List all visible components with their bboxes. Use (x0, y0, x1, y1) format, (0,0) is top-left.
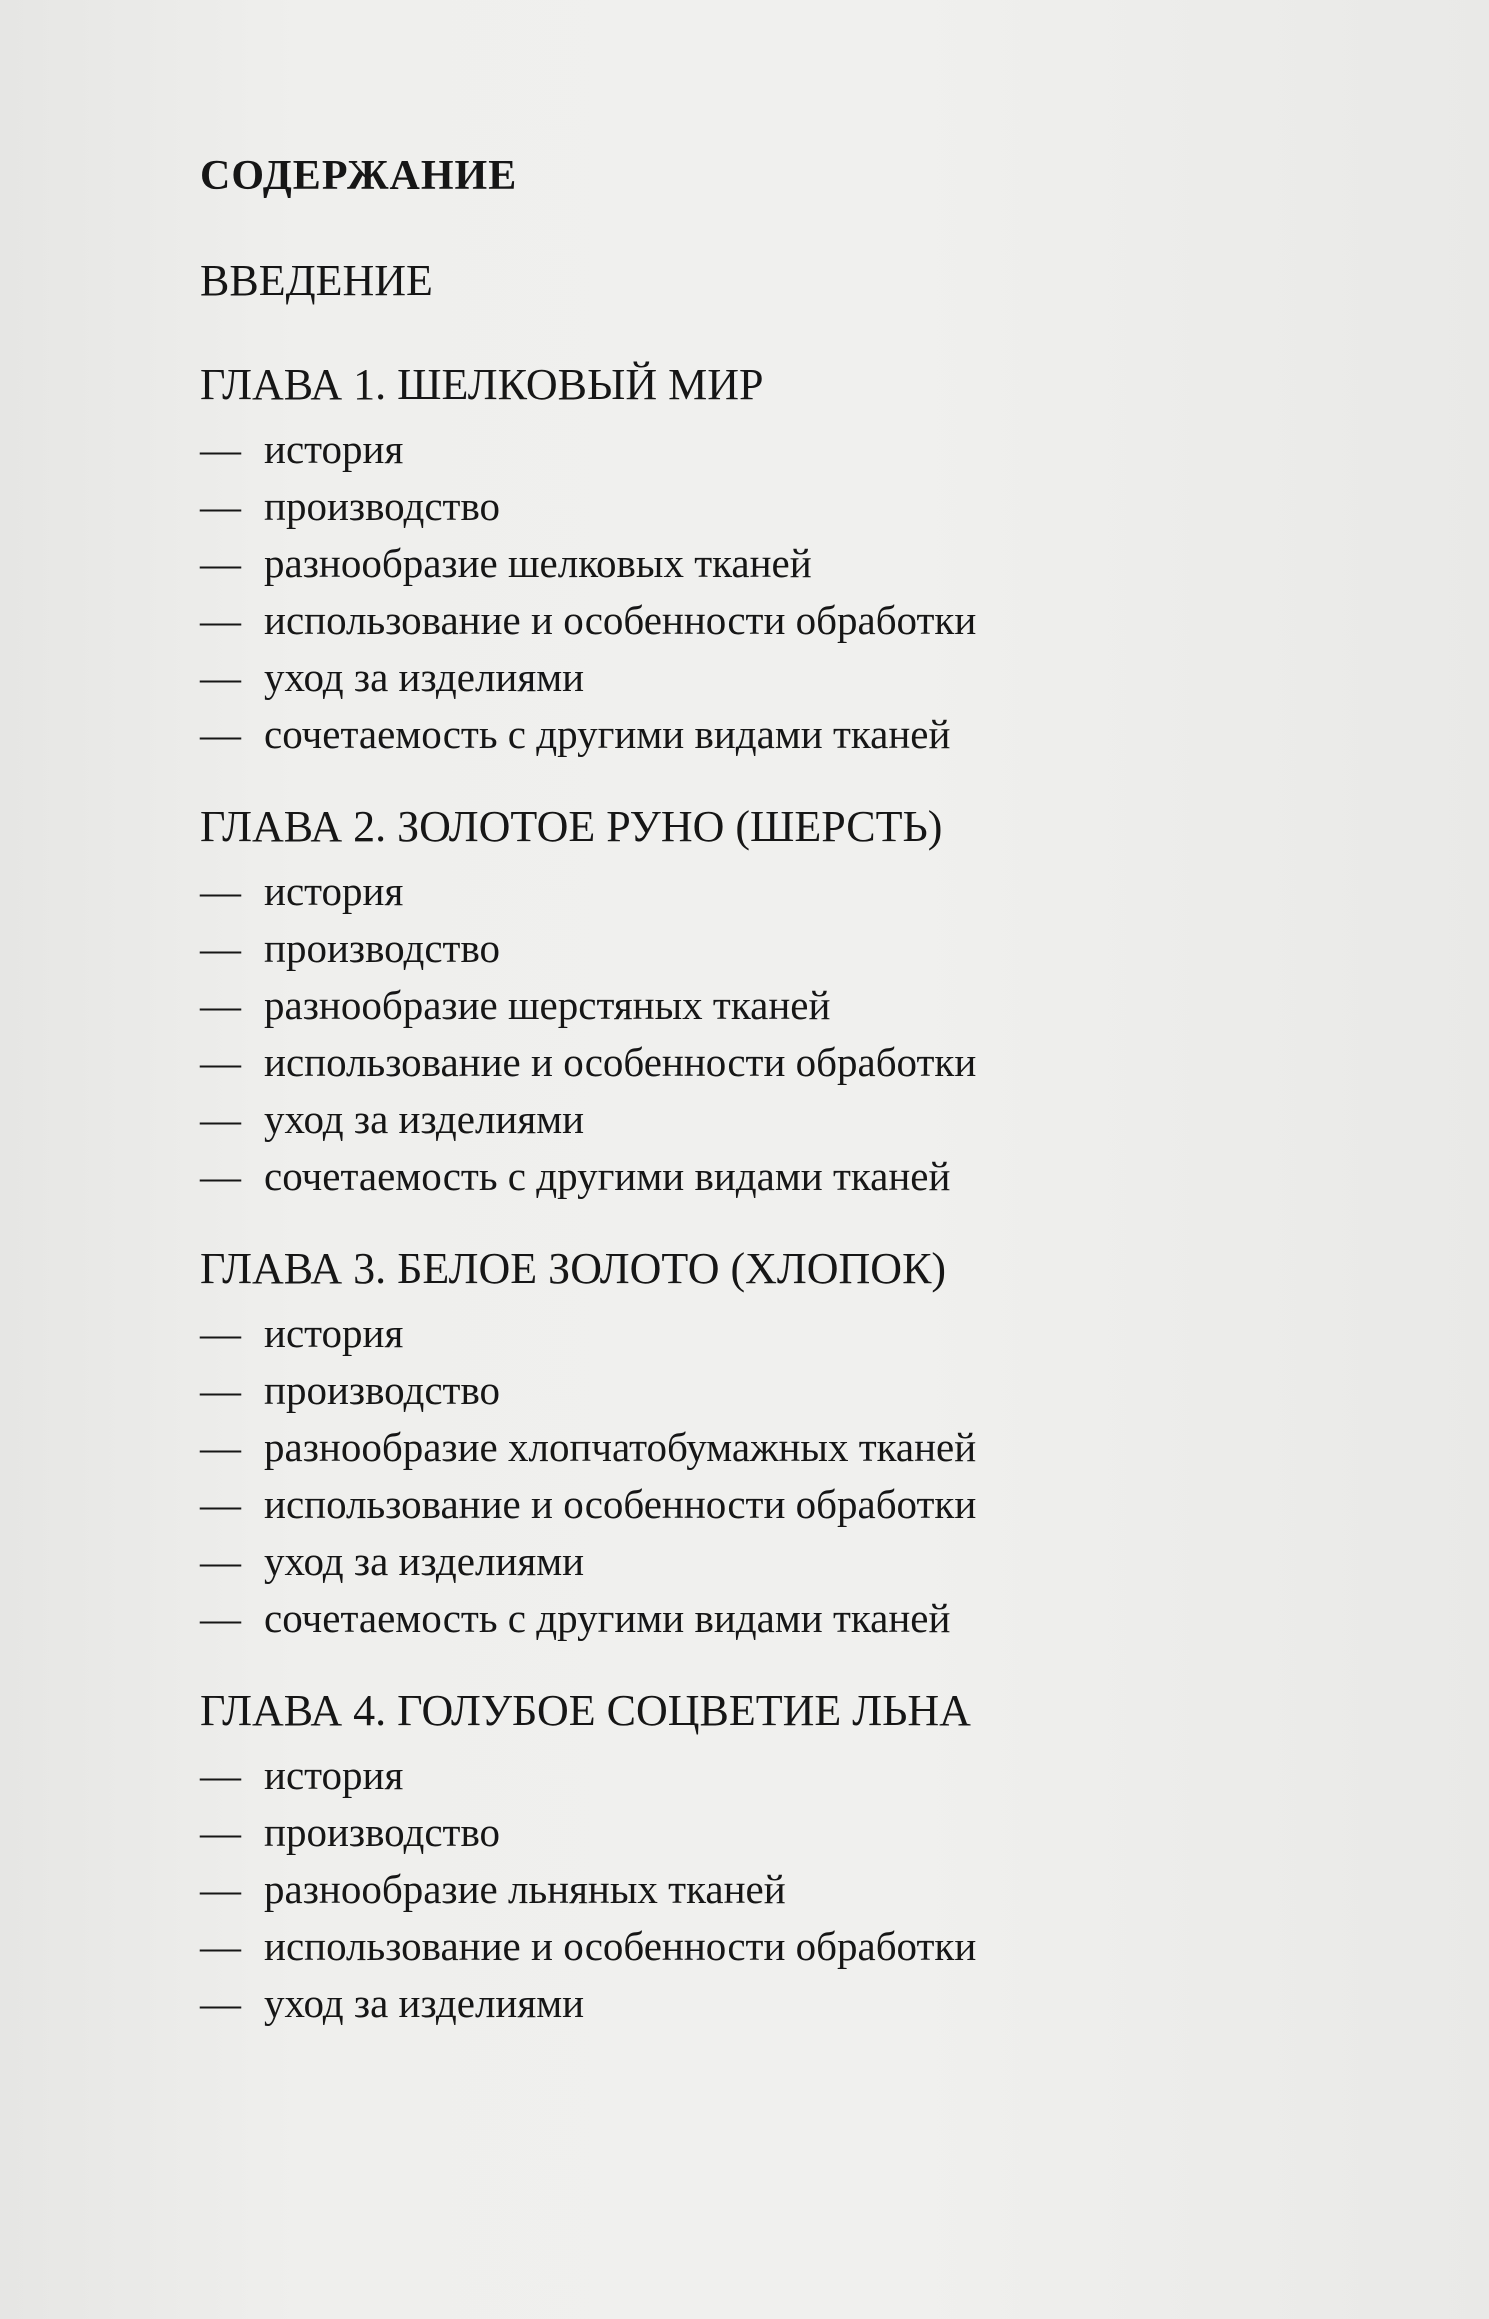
item-label: уход за изделиями (264, 1980, 585, 2026)
item-label: уход за изделиями (264, 1096, 585, 1142)
toc-item (200, 1034, 1300, 1091)
chapter-section (200, 1686, 1300, 2032)
chapter-section (200, 802, 1300, 1205)
toc-item (200, 592, 1300, 649)
item-dash: — (200, 1481, 241, 1527)
toc-item (200, 1533, 1300, 1590)
item-dash: — (200, 597, 241, 643)
item-label: уход за изделиями (264, 654, 585, 700)
toc-item (200, 1362, 1300, 1419)
toc-item (200, 1804, 1300, 1861)
toc-item (200, 1590, 1300, 1647)
chapter-title: ГЛАВА 2. ЗОЛОТОЕ РУНО (ШЕРСТЬ) (200, 802, 943, 851)
item-dash: — (200, 925, 241, 971)
item-dash: — (200, 1424, 241, 1470)
item-dash: — (200, 1980, 241, 2026)
toc-item (200, 1975, 1300, 2032)
item-label: использование и особенности обработки (264, 1481, 977, 1527)
item-label: разнообразие шелковых тканей (264, 540, 812, 586)
item-dash: — (200, 540, 241, 586)
item-label: использование и особенности обработки (264, 597, 977, 643)
item-dash: — (200, 868, 241, 914)
chapter-title: ГЛАВА 4. ГОЛУБОЕ СОЦВЕТИЕ ЛЬНА (200, 1686, 971, 1735)
chapter-section (200, 360, 1300, 763)
item-label: сочетаемость с другими видами тканей (264, 1153, 951, 1199)
item-label: уход за изделиями (264, 1538, 585, 1584)
item-dash: — (200, 1866, 241, 1912)
item-label: история (264, 426, 404, 472)
item-label: производство (264, 1809, 501, 1855)
item-dash: — (200, 1153, 241, 1199)
chapter-section (200, 1244, 1300, 1647)
item-dash: — (200, 1809, 241, 1855)
item-label: история (264, 1752, 404, 1798)
item-dash: — (200, 483, 241, 529)
item-dash: — (200, 711, 241, 757)
toc-item (200, 706, 1300, 763)
page-title: СОДЕРЖАНИЕ (200, 153, 518, 199)
item-dash: — (200, 1923, 241, 1969)
item-dash: — (200, 1538, 241, 1584)
item-dash: — (200, 982, 241, 1028)
toc-item (200, 920, 1300, 977)
chapter-title: ГЛАВА 1. ШЕЛКОВЫЙ МИР (200, 360, 764, 409)
item-dash: — (200, 1752, 241, 1798)
item-dash: — (200, 1096, 241, 1142)
item-label: разнообразие шерстяных тканей (264, 982, 831, 1028)
item-label: разнообразие хлопчатобумажных тканей (264, 1424, 977, 1470)
item-label: история (264, 1310, 404, 1356)
toc-item (200, 1476, 1300, 1533)
toc-item (200, 1918, 1300, 1975)
item-dash: — (200, 1367, 241, 1413)
toc-item (200, 1148, 1300, 1205)
item-label: сочетаемость с другими видами тканей (264, 1595, 951, 1641)
toc-item (200, 1419, 1300, 1476)
toc-item (200, 1091, 1300, 1148)
item-label: разнообразие льняных тканей (264, 1866, 786, 1912)
toc-item (200, 649, 1300, 706)
item-label: производство (264, 925, 501, 971)
item-label: использование и особенности обработки (264, 1039, 977, 1085)
toc-item (200, 977, 1300, 1034)
item-label: производство (264, 1367, 501, 1413)
toc-item (200, 1861, 1300, 1918)
toc-item (200, 1747, 1300, 1804)
item-dash: — (200, 1595, 241, 1641)
chapter-title: ГЛАВА 3. БЕЛОЕ ЗОЛОТО (ХЛОПОК) (200, 1244, 947, 1293)
chapter-list (200, 360, 1300, 2032)
item-label: производство (264, 483, 501, 529)
toc-item (200, 478, 1300, 535)
item-label: использование и особенности обработки (264, 1923, 977, 1969)
toc-item (200, 535, 1300, 592)
intro-heading: ВВЕДЕНИЕ (200, 256, 433, 305)
item-label: история (264, 868, 404, 914)
item-label: сочетаемость с другими видами тканей (264, 711, 951, 757)
toc-item (200, 863, 1300, 920)
item-dash: — (200, 1039, 241, 1085)
toc-item (200, 1305, 1300, 1362)
table-of-contents (200, 155, 1300, 2074)
toc-item (200, 421, 1300, 478)
item-dash: — (200, 654, 241, 700)
item-dash: — (200, 426, 241, 472)
item-dash: — (200, 1310, 241, 1356)
